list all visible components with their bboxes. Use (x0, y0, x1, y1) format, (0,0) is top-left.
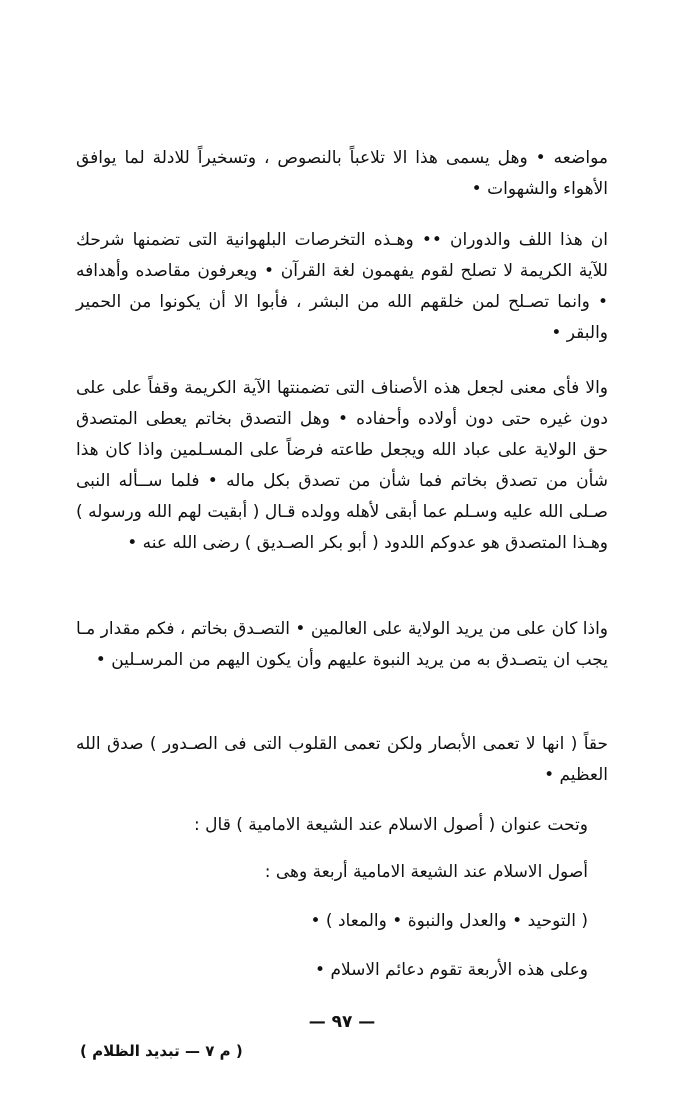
footer-note: ( م ٧ — تبديد الظلام ) (80, 1042, 243, 1060)
paragraph-5: حقاً ( انها لا تعمى الأبصار ولكن تعمى القلوب التى فى الصـدور ) صدق الله العظيم • (76, 734, 608, 785)
paragraph-1: مواضعه • وهل يسمى هذا الا تلاعباً بالنصوص ، وتسخيراً للادلة لما يوافق الأهواء والشهوات • (76, 148, 608, 199)
indented-line-3: ( التوحيد • والعدل والنبوة • والمعاد ) • (310, 911, 588, 931)
paragraph-2: ان هذا اللف والدوران •• وهـذه التخرصات البلهوانية التى تضمنها شرحك للآية الكريمة لا تصلح لقوم يفهمون لغة القرآن • ويعرفون مقاصده وأهدافه • وانما تصـلح لمن خلقهم الله من البشر ، فأبوا الا أن يكونوا من الحمير والبقر • (76, 230, 608, 343)
indented-line-4: وعلى هذه الأربعة تقوم دعائم الاسلام • (315, 960, 588, 980)
page-number: — ٩٧ — (308, 1012, 376, 1032)
paragraph-4: واذا كان على من يريد الولاية على العالمين • التصـدق بخاتم ، فكم مقدار مـا يجب ان يتصـدق به من يريد النبوة عليهم وأن يكون اليهم من المرسـلين • (76, 619, 608, 670)
indented-line-2: أصول الاسلام عند الشيعة الامامية أربعة وهى : (264, 862, 588, 882)
indented-line-1: وتحت عنوان ( أصول الاسلام عند الشيعة الامامية ) قال : (194, 815, 588, 835)
paragraph-3: والا فأى معنى لجعل هذه الأصناف التى تضمنتها الآية الكريمة وقفاً على على دون غيره حتى دون أولاده وأحفاده • وهل التصدق بخاتم يعطى المتصدق حق الولاية على عباد الله ويجعل طاعته فرضاً على المسـلمين واذا كان هذا شأن من تصدق بخاتم فما شأن من تصدق بكل ماله • فلما ســأله النبى صـلى الله عليه وسـلم عما أبقى لأهله وولده قـال ( أبقيت لهم الله ورسوله ) وهـذا المتصدق هو عدوكم اللدود ( أبو بكر الصـديق ) رضى الله عنه • (76, 378, 608, 553)
